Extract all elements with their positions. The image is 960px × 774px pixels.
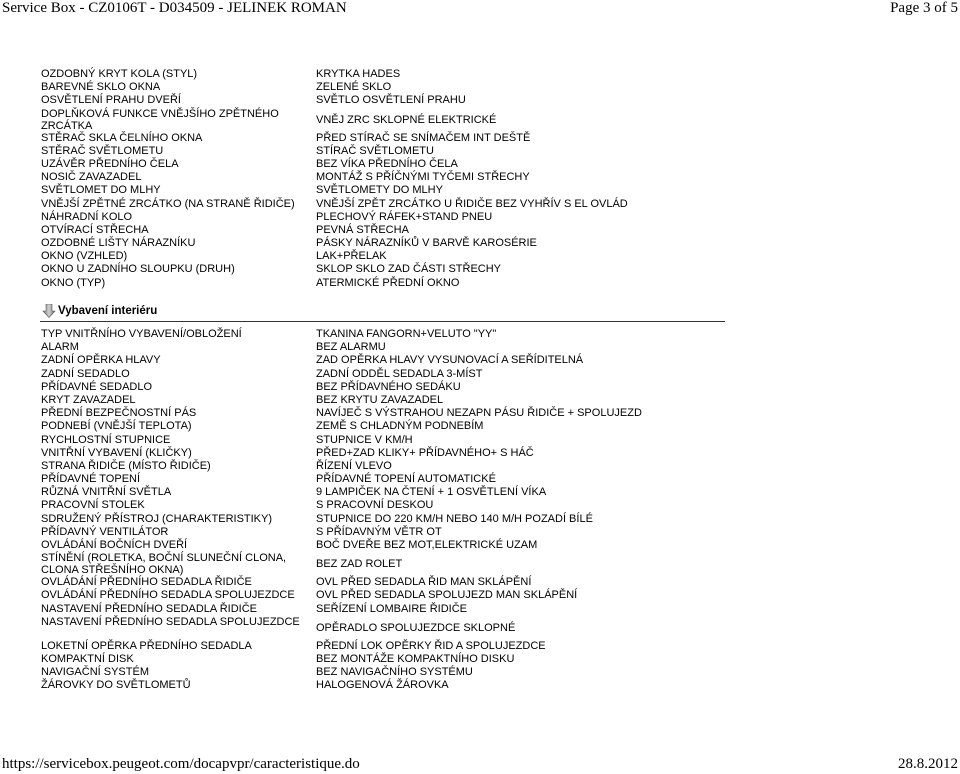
list-item — [0, 640, 960, 653]
list-item — [0, 184, 960, 197]
item-label: PŘEDNÍ BEZPEČNOSTNÍ PÁS — [41, 407, 197, 420]
item-label: VNITŘNÍ VYBAVENÍ (KLIČKY) — [41, 446, 192, 459]
item-label: NASTAVENÍ PŘEDNÍHO SEDADLA ŘIDIČE — [41, 602, 257, 615]
item-label: PRACOVNÍ STOLEK — [41, 499, 145, 512]
item-label: NAVIGAČNÍ SYSTÉM — [41, 666, 149, 679]
list-item — [0, 679, 960, 692]
item-value: VNĚJ ZRC SKLOPNÉ ELEKTRICKÉ — [316, 113, 497, 126]
list-item — [0, 211, 960, 224]
item-label: SVĚTLOMET DO MLHY — [41, 184, 161, 197]
item-label: OKNO (VZHLED) — [41, 250, 128, 263]
section-title: Vybavení interiéru — [58, 305, 158, 317]
list-item — [0, 552, 960, 576]
list-item — [0, 666, 960, 679]
list-item — [0, 394, 960, 407]
list-item — [0, 81, 960, 94]
item-label: OVLÁDÁNÍ PŘEDNÍHO SEDADLA SPOLUJEZDCE — [41, 589, 295, 602]
item-label: TYP VNITŘNÍHO VYBAVENÍ/OBLOŽENÍ — [41, 328, 242, 340]
item-value: SVĚTLOMETY DO MLHY — [316, 184, 443, 197]
item-value: SEŘÍZENÍ LOMBAIRE ŘIDIČE — [316, 602, 467, 615]
item-label: OKNO U ZADNÍHO SLOUPKU (DRUH) — [41, 263, 235, 276]
item-value: PŘED+ZAD KLIKY+ PŘÍDAVNÉHO+ S HÁČ — [316, 446, 534, 459]
list-item — [0, 132, 960, 145]
list-item — [0, 653, 960, 666]
list-item — [0, 108, 960, 132]
item-value: PŘEDNÍ LOK OPĚRKY ŘID A SPOLUJEZDCE — [316, 639, 546, 652]
list-item — [0, 145, 960, 158]
item-value: PLECHOVÝ RÁFEK+STAND PNEU — [316, 210, 493, 223]
interior-equipment-list — [0, 328, 960, 693]
item-value: S PŘÍDAVNÝM VĚTR OT — [316, 525, 442, 538]
item-value: TKANINA FANGORN+VELUTO "YY" — [316, 328, 497, 340]
item-value: BEZ NAVIGAČNÍHO SYSTÉMU — [316, 666, 473, 679]
item-label: OVLÁDÁNÍ BOČNÍCH DVEŘÍ — [41, 539, 188, 551]
item-label: RŮZNÁ VNITŘNÍ SVĚTLA — [41, 486, 172, 499]
item-value: ZAD OPĚRKA HLAVY VYSUNOVACÍ A SEŘÍDITELNÁ — [316, 354, 584, 367]
item-value: PÁSKY NÁRAZNÍKŮ V BARVĚ KAROSÉRIE — [316, 237, 537, 250]
item-value: STUPNICE DO 220 KM/H NEBO 140 M/H POZADÍ BÍLÉ — [316, 512, 593, 525]
footer-url: https://servicebox.peugeot.com/docapvpr/caracteristique.do — [2, 756, 360, 772]
list-item — [0, 486, 960, 499]
item-label: PŘÍDAVNÝ VENTILÁTOR — [41, 525, 169, 538]
item-label: OTVÍRACÍ STŘECHA — [41, 223, 149, 236]
list-item — [0, 616, 960, 640]
list-item — [0, 224, 960, 237]
item-label: NÁHRADNÍ KOLO — [41, 210, 133, 223]
item-label: RYCHLOSTNÍ STUPNICE — [41, 433, 171, 446]
item-label: OZDOBNÝ KRYT KOLA (STYL) — [41, 68, 198, 80]
item-label: BAREVNÉ SKLO OKNA — [41, 81, 161, 94]
item-value: BEZ VÍKA PŘEDNÍHO ČELA — [316, 157, 458, 170]
list-item — [0, 94, 960, 107]
list-item — [0, 539, 960, 552]
item-label: STRANA ŘIDIČE (MÍSTO ŘIDIČE) — [41, 459, 211, 472]
item-label: OZDOBNÉ LIŠTY NÁRAZNÍKU — [41, 237, 196, 250]
list-item — [0, 499, 960, 512]
item-value: LAK+PŘELAK — [316, 250, 387, 263]
item-value: ZADNÍ ODDĚL SEDADLA 3-MÍST — [316, 367, 483, 380]
list-item — [0, 381, 960, 394]
item-label: STĚRAČ SVĚTLOMETU — [41, 144, 164, 157]
list-item — [0, 237, 960, 250]
list-item — [0, 473, 960, 486]
item-value: PEVNÁ STŘECHA — [316, 223, 409, 236]
item-value: HALOGENOVÁ ŽÁROVKA — [316, 679, 449, 692]
item-value: PŘÍDAVNÉ TOPENÍ AUTOMATICKÉ — [316, 473, 496, 486]
list-item — [0, 526, 960, 539]
footer-date: 28.8.2012 — [898, 756, 958, 772]
item-value: BEZ PŘÍDAVNÉHO SEDÁKU — [316, 380, 461, 393]
list-item — [0, 589, 960, 602]
item-label: ZADNÍ SEDADLO — [41, 367, 130, 380]
item-value: VNĚJŠÍ ZPĚT ZRCÁTKO U ŘIDIČE BEZ VYHŘÍV S EL OVLÁD — [316, 197, 628, 210]
page-number: Page 3 of 5 — [890, 0, 958, 16]
item-label: PODNEBÍ (VNĚJŠÍ TEPLOTA) — [41, 420, 192, 433]
list-item — [0, 460, 960, 473]
list-item — [0, 576, 960, 589]
item-label: STĚRAČ SKLA ČELNÍHO OKNA — [41, 131, 203, 144]
item-label: OKNO (TYP) — [41, 276, 106, 289]
item-value: ŘÍZENÍ VLEVO — [316, 459, 392, 472]
list-item — [0, 420, 960, 433]
page-footer — [0, 756, 960, 774]
item-label: ZADNÍ OPĚRKA HLAVY — [41, 354, 161, 367]
list-item — [0, 513, 960, 526]
item-label: OSVĚTLENÍ PRAHU DVEŘÍ — [41, 94, 181, 107]
item-value: OVL PŘED SEDADLA SPOLUJEZD MAN SKLÁPĚNÍ — [316, 589, 578, 602]
item-value: NAVÍJEČ S VÝSTRAHOU NEZAPN PÁSU ŘIDIČE + SPOLUJEZD — [316, 407, 642, 420]
list-item — [0, 434, 960, 447]
item-value: OVL PŘED SEDADLA ŘID MAN SKLÁPĚNÍ — [316, 576, 532, 589]
item-value: BEZ ALARMU — [316, 341, 386, 354]
section-header-interior — [40, 303, 725, 322]
list-item — [0, 603, 960, 616]
list-item — [0, 198, 960, 211]
item-value: S PRACOVNÍ DESKOU — [316, 499, 434, 512]
item-value: SKLOP SKLO ZAD ČÁSTI STŘECHY — [316, 263, 502, 276]
item-label: DOPLŇKOVÁ FUNKCE VNĚJŠÍHO ZPĚTNÉHO ZRCÁTKA — [41, 107, 279, 132]
document-title: Service Box - CZ0106T - D034509 - JELINEK ROMAN — [2, 0, 347, 16]
item-value: ATERMICKÉ PŘEDNÍ OKNO — [316, 276, 460, 289]
item-value: 9 LAMPIČEK NA ČTENÍ + 1 OSVĚTLENÍ VÍKA — [316, 486, 547, 499]
list-item — [0, 354, 960, 367]
exterior-equipment-list — [0, 68, 960, 290]
item-label: OVLÁDÁNÍ PŘEDNÍHO SEDADLA ŘIDIČE — [41, 576, 252, 589]
item-label: PŘÍDAVNÉ SEDADLO — [41, 380, 153, 393]
item-label: STÍNĚNÍ (ROLETKA, BOČNÍ SLUNEČNÍ CLONA, CLONA STŘEŠNÍHO OKNA) — [41, 552, 287, 577]
item-value: SVĚTLO OSVĚTLENÍ PRAHU — [316, 94, 466, 107]
list-item — [0, 341, 960, 354]
list-item — [0, 447, 960, 460]
list-item — [0, 263, 960, 276]
page-header — [0, 0, 960, 22]
item-value: ZEMĚ S CHLADNÝM PODNEBÍM — [316, 420, 484, 433]
item-label: NOSIČ ZAVAZADEL — [41, 171, 142, 184]
item-value: STÍRAČ SVĚTLOMETU — [316, 144, 434, 157]
item-value: OPĚRADLO SPOLUJEZDCE SKLOPNÉ — [316, 621, 516, 634]
item-label: NASTAVENÍ PŘEDNÍHO SEDADLA SPOLUJEZDCE — [41, 615, 300, 628]
list-item — [0, 250, 960, 263]
down-arrow-icon — [42, 304, 56, 318]
item-label: KOMPAKTNÍ DISK — [41, 652, 134, 665]
item-value: PŘED STÍRAČ SE SNÍMAČEM INT DEŠTĚ — [316, 131, 531, 144]
item-label: KRYT ZAVAZADEL — [41, 393, 136, 406]
item-label: LOKETNÍ OPĚRKA PŘEDNÍHO SEDADLA — [41, 639, 252, 652]
item-value: BOČ DVEŘE BEZ MOT,ELEKTRICKÉ UZAM — [316, 539, 538, 551]
item-value: ZELENÉ SKLO — [316, 81, 392, 94]
item-label: VNĚJŠÍ ZPĚTNÉ ZRCÁTKO (NA STRANĚ ŘIDIČE) — [41, 197, 295, 210]
item-label: PŘÍDAVNÉ TOPENÍ — [41, 473, 141, 486]
item-value: BEZ ZAD ROLET — [316, 558, 403, 571]
item-label: ALARM — [41, 341, 79, 354]
list-item — [0, 158, 960, 171]
list-item — [0, 368, 960, 381]
list-item — [0, 68, 960, 81]
item-value: BEZ KRYTU ZAVAZADEL — [316, 393, 444, 406]
list-item — [0, 277, 960, 290]
list-item — [0, 328, 960, 341]
list-item — [0, 171, 960, 184]
list-item — [0, 407, 960, 420]
item-label: SDRUŽENÝ PŘÍSTROJ (CHARAKTERISTIKY) — [41, 512, 273, 525]
item-value: KRYTKA HADES — [316, 68, 401, 80]
item-value: BEZ MONTÁŽE KOMPAKTNÍHO DISKU — [316, 652, 515, 665]
item-value: STUPNICE V KM/H — [316, 433, 413, 446]
item-value: MONTÁŽ S PŘÍČNÝMI TYČEMI STŘECHY — [316, 171, 530, 184]
item-label: UZÁVĚR PŘEDNÍHO ČELA — [41, 157, 179, 170]
item-label: ŽÁROVKY DO SVĚTLOMETŮ — [41, 679, 191, 692]
